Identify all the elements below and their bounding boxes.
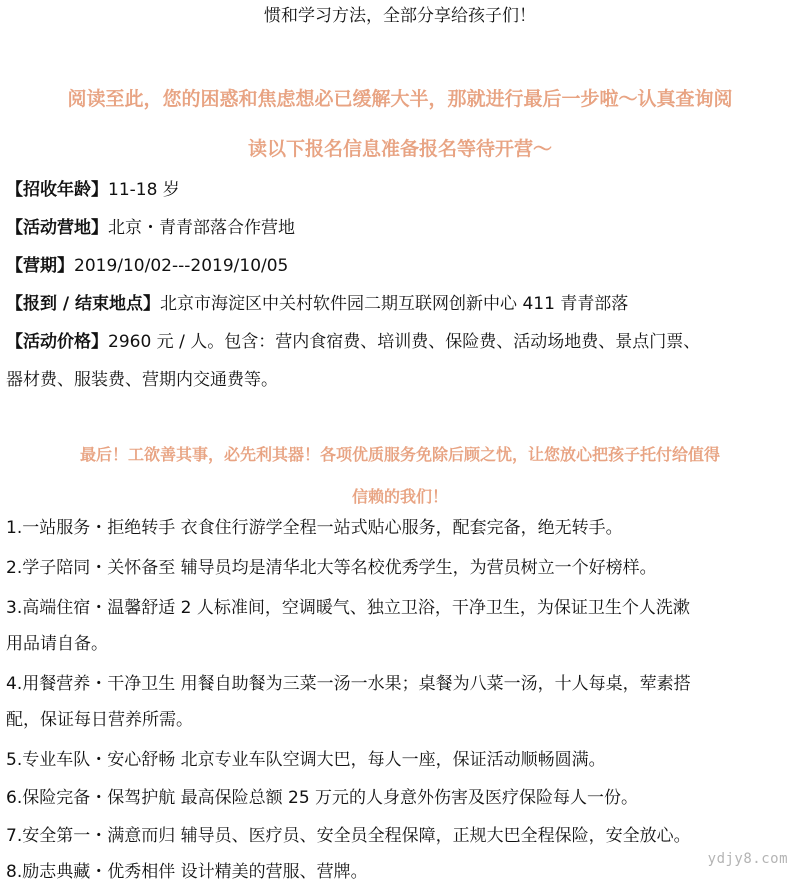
info-age bbox=[6, 178, 796, 202]
info-venue bbox=[6, 216, 796, 240]
info-price-label: 【活动价格】 bbox=[6, 332, 108, 352]
service-item-4: 4.用餐营养・干净卫生 用餐自助餐为三菜一汤一水果；桌餐为八菜一汤，十人每桌，荤素搭 bbox=[6, 674, 691, 694]
info-price-value-line-2: 器材费、服装费、营期内交通费等。 bbox=[6, 370, 278, 390]
info-location bbox=[6, 292, 796, 316]
info-location-label: 【报到 / 结束地点】 bbox=[6, 294, 161, 314]
info-price bbox=[6, 330, 796, 354]
info-venue-label: 【活动营地】 bbox=[6, 218, 108, 238]
registration-prompt-line-1: 阅读至此，您的困惑和焦虑想必已缓解大半，那就进行最后一步啦～认真查询阅 bbox=[67, 88, 733, 110]
site-watermark: ydjy8.com bbox=[707, 851, 788, 867]
service-item-7: 7.安全第一・满意而归 辅导员、医疗员、安全员全程保障，正规大巴全程保险，安全放心。 bbox=[6, 826, 691, 846]
info-location-value: 北京市海淀区中关村软件园二期互联网创新中心 411 青青部落 bbox=[160, 294, 629, 314]
service-item-3-cont: 用品请自备。 bbox=[6, 634, 108, 654]
service-item-8: 8.励志典藏・优秀相伴 设计精美的营服、营牌。 bbox=[6, 862, 368, 882]
info-period bbox=[6, 254, 796, 278]
info-period-label: 【营期】 bbox=[6, 256, 74, 276]
info-price-value-line-1: 2960 元 / 人。包含：营内食宿费、培训费、保险费、活动场地费、景点门票、 bbox=[108, 332, 701, 352]
service-item-4-cont: 配，保证每日营养所需。 bbox=[6, 710, 193, 730]
service-item-5: 5.专业车队・安心舒畅 北京专业车队空调大巴，每人一座，保证活动顺畅圆满。 bbox=[6, 750, 606, 770]
intro-tail-text: 惯和学习方法，全部分享给孩子们！ bbox=[264, 6, 536, 26]
info-period-value: 2019/10/02---2019/10/05 bbox=[74, 256, 289, 276]
service-item-3: 3.高端住宿・温馨舒适 2 人标准间，空调暖气、独立卫浴，干净卫生，为保证卫生个人洗漱 bbox=[6, 598, 690, 618]
info-venue-value: 北京・青青部落合作营地 bbox=[108, 218, 295, 238]
service-item-6: 6.保险完备・保驾护航 最高保险总额 25 万元的人身意外伤害及医疗保险每人一份。 bbox=[6, 788, 639, 808]
info-age-value: 11-18 岁 bbox=[108, 180, 180, 200]
registration-prompt-line-2: 读以下报名信息准备报名等待开营～ bbox=[247, 138, 552, 160]
service-intro-line-1: 最后！工欲善其事，必先利其器！各项优质服务免除后顾之忧，让您放心把孩子托付给值得 bbox=[79, 445, 720, 464]
info-age-label: 【招收年龄】 bbox=[6, 180, 108, 200]
service-intro-line-2: 信赖的我们！ bbox=[351, 487, 448, 506]
service-item-1: 1.一站服务・拒绝转手 衣食住行游学全程一站式贴心服务，配套完备，绝无转手。 bbox=[6, 518, 623, 538]
service-item-2: 2.学子陪同・关怀备至 辅导员均是清华北大等名校优秀学生，为营员树立一个好榜样。 bbox=[6, 558, 657, 578]
